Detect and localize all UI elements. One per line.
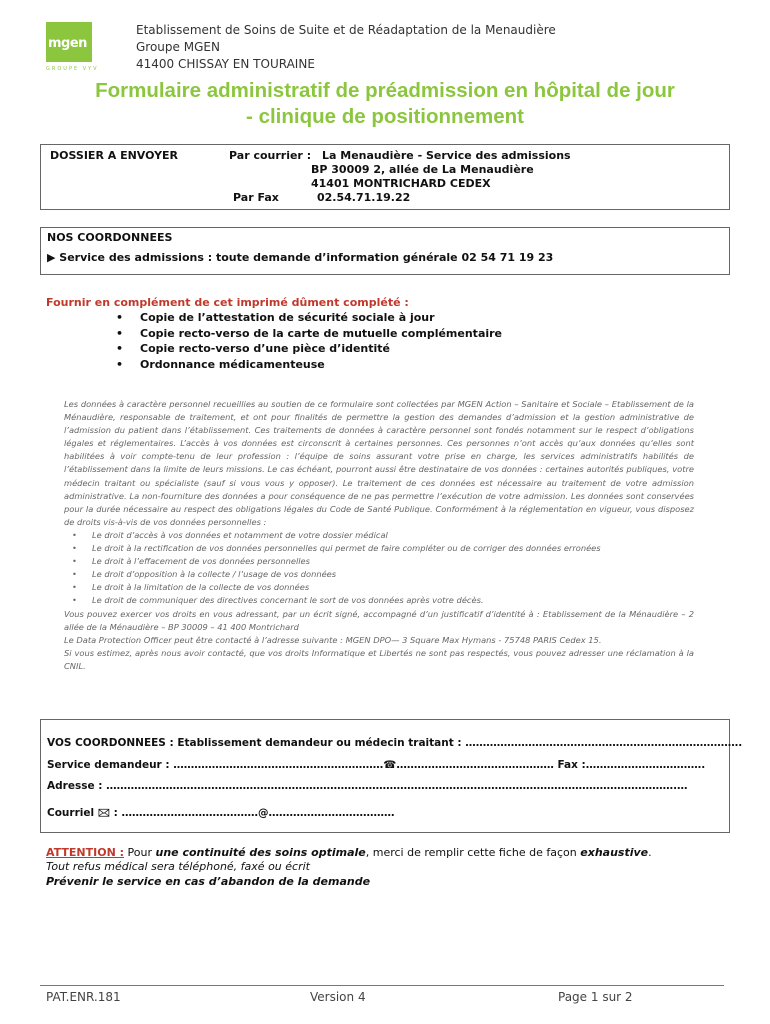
page-title xyxy=(0,78,770,130)
privacy-paragraph: Les données à caractère personnel recueillies au soutien de ce formulaire sont collectées par MGEN Action – Sanitaire et Sociale – Etablissement de la Ménaudière, responsable de traitement, et ont pour finalités de permettre la gestion des demandes d’admission et la gestion administrative de l’admission du patient dans l’établissement. Ces traitements de données à caractère personnel sont fondés notamment sur le respect d’obligations légales et réglementaires. L’accès à vos données est circonscrit à certaines personnes. Ces personnes n’ont accès qu’aux données qu’elles sont habilitées à voir compte-tenu de leur profession : l’équipe de soins assurant votre prise en charge, les services administratifs habilités de l’établissement dans la limite de leurs missions. Le cas échéant, pourront aussi être destinataire de vos données : certaines autorités publiques, votre médecin traitant ou spécialiste (sauf si vous vous y opposer). Le traitement de ces données est nécessaire au traitement de votre admission administrative. La non-fourniture des données a pour conséquence de ne pas permettre l’exécution de votre admission. Les données sont conservées pour la durée nécessaire au respect des obligations légales du Code de Santé Publique. Conformément à la réglementation en vigueur, vous disposez de droits vis-à-vis de vos données personnelles : xyxy=(64,399,694,527)
fax-label: Par Fax xyxy=(233,191,279,204)
right-item: • Le droit à la limitation de la collecte de vos données xyxy=(64,581,694,594)
right-item: • Le droit à la rectification de vos données personnelles qui permet de faire compléter ou de corriger des données erronées xyxy=(64,542,694,555)
right-item: • Le droit à l’effacement de vos données personnelles xyxy=(64,555,694,568)
right-item: • Le droit d’opposition à la collecte / l’usage de vos données xyxy=(64,568,694,581)
exercise-rights-paragraph: Vous pouvez exercer vos droits en vous adressant, par un écrit signé, accompagné d’un justificatif d’identité à : Etablissement de la Ménaudière – 2 allée de la Ménaudière – BP 30009 – 41 400 Montrichard xyxy=(64,608,694,632)
document-item: • Ordonnance médicamenteuse xyxy=(116,357,502,373)
page-number: Page 1 sur 2 xyxy=(558,990,633,1004)
service-phone-fax-field[interactable]: Service demandeur : ……………………………………………………☎……………………………………… Fax :……………………………. xyxy=(47,759,706,771)
email-field[interactable]: Courriel 🖂 : …………………………………@……………………………… xyxy=(47,807,395,819)
address-line-3: 41401 MONTRICHARD CEDEX xyxy=(311,177,491,190)
attention-text: , merci de remplir cette fiche de façon xyxy=(365,846,581,859)
right-item: • Le droit d’accès à vos données et notamment de votre dossier médical xyxy=(64,529,694,542)
establishment-city: 41400 CHISSAY EN TOURAINE xyxy=(136,57,315,71)
right-item: • Le droit de communiquer des directives concernant le sort de vos données après votre décès. xyxy=(64,594,694,607)
document-reference: PAT.ENR.181 xyxy=(46,990,121,1004)
coordonnees-box xyxy=(40,227,730,275)
document-version: Version 4 xyxy=(310,990,366,1004)
coordonnees-label: NOS COORDONNEES xyxy=(47,231,173,244)
admissions-service-line: ▶ Service des admissions : toute demande d’information générale 02 54 71 19 23 xyxy=(47,251,554,264)
requester-field[interactable]: VOS COORDONNEES : Etablissement demandeur ou médecin traitant : ……………………………………………………………………. xyxy=(47,737,743,749)
attention-emphasis: exhaustive xyxy=(580,846,649,859)
title-line-2: - clinique de positionnement xyxy=(246,105,524,128)
logo-subtext: GROUPE VYV xyxy=(46,66,99,72)
fax-number: 02.54.71.19.22 xyxy=(317,191,411,204)
attention-text: . xyxy=(648,846,652,859)
attention-label: ATTENTION : xyxy=(46,846,125,859)
title-line-1: Formulaire administratif de préadmission en hôpital de jour xyxy=(95,79,675,102)
documents-list xyxy=(116,310,502,372)
requester-form-box xyxy=(40,719,743,833)
courrier-label: Par courrier : xyxy=(229,149,312,162)
address-line-2: BP 30009 2, allée de La Menaudière xyxy=(311,163,534,176)
document-item: • Copie de l’attestation de sécurité sociale à jour xyxy=(116,310,502,326)
documents-heading: Fournir en complément de cet imprimé dûment complété : xyxy=(46,296,409,309)
attention-note xyxy=(46,846,652,859)
document-item: • Copie recto-verso d’une pièce d’identité xyxy=(116,341,502,357)
attention-text: Pour xyxy=(124,846,156,859)
footer-divider xyxy=(40,985,724,986)
attention-emphasis: une continuité des soins optimale xyxy=(155,846,366,859)
refusal-note: Tout refus médical sera téléphoné, faxé ou écrit xyxy=(46,860,310,873)
abandon-note: Prévenir le service en cas d’abandon de la demande xyxy=(46,875,371,888)
establishment-name: Etablissement de Soins de Suite et de Réadaptation de la Menaudière xyxy=(136,23,556,37)
group-name: Groupe MGEN xyxy=(136,40,220,54)
address-line-1: La Menaudière - Service des admissions xyxy=(322,149,571,162)
logo-text: mgen xyxy=(48,36,87,51)
dossier-label: DOSSIER A ENVOYER xyxy=(50,149,179,162)
cnil-paragraph: Si vous estimez, après nous avoir contacté, que vos droits Informatique et Libertés ne sont pas respectés, vous pouvez adresser une réclamation à la CNIL. xyxy=(64,647,694,671)
dossier-box xyxy=(40,144,730,210)
dpo-paragraph: Le Data Protection Officer peut être contacté à l’adresse suivante : MGEN DPO— 3 Square Max Hymans - 75748 PARIS Cedex 15. xyxy=(64,634,602,645)
address-field[interactable]: Adresse : ……………………………………………………………………………………………………………………………………………….… xyxy=(47,780,688,792)
privacy-notice xyxy=(64,398,694,673)
rights-list xyxy=(64,529,694,608)
document-item: • Copie recto-verso de la carte de mutuelle complémentaire xyxy=(116,326,502,342)
